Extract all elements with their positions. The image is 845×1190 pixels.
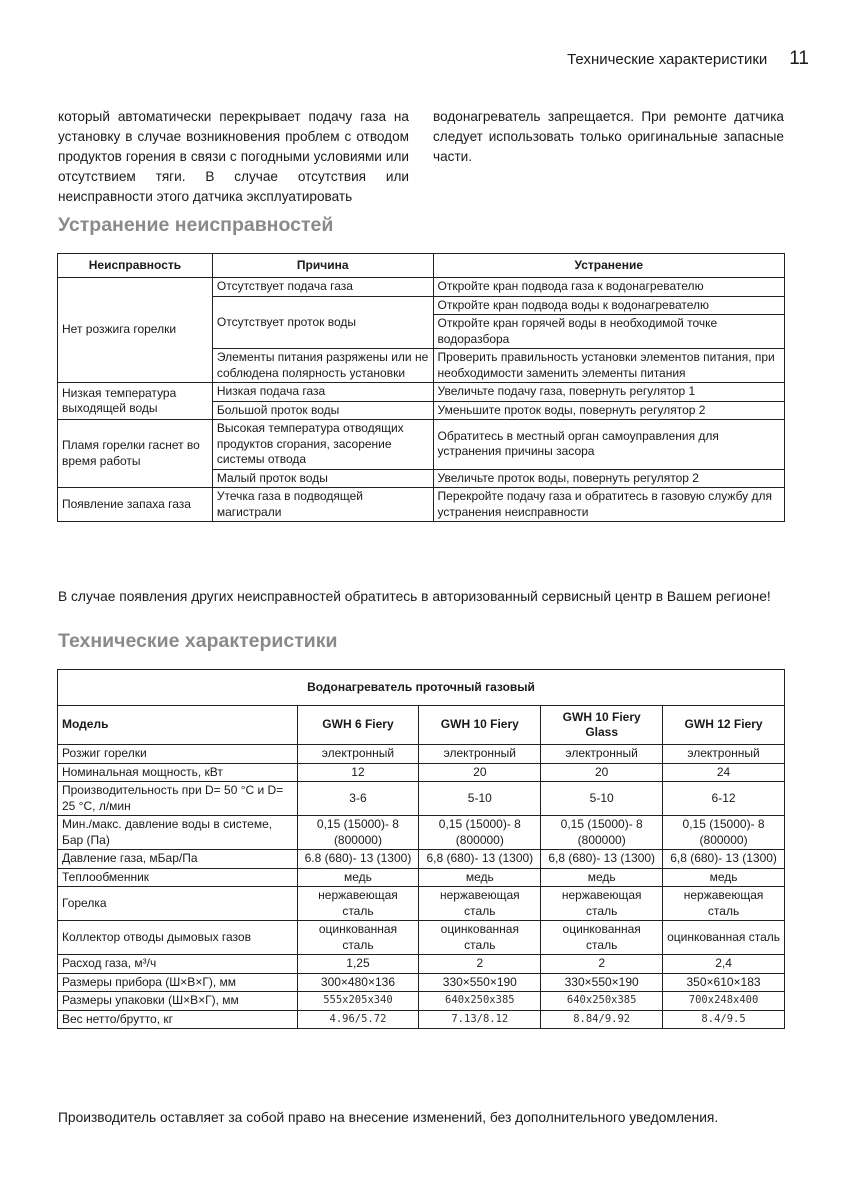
intro-columns — [58, 107, 785, 207]
troubleshooting-header-row — [58, 254, 785, 278]
page-header — [567, 48, 809, 70]
spec-value: оцинкованная сталь — [663, 921, 785, 955]
intro-left-paragraph: который автоматически перекрывает подачу газа на установку в случае возникновения проблем с отводом продуктов горения в связи с погодными условиями или отсутствием тяги. В случае отсутствия или неисправности этого датчика эксплуатировать — [58, 109, 409, 204]
spec-value: 8.84/9.92 — [541, 1010, 663, 1029]
spec-value: 330×550×190 — [419, 973, 541, 992]
model-name: GWH 12 Fiery — [663, 706, 785, 745]
model-name: GWH 10 Fiery Glass — [541, 706, 663, 745]
table-title: Водонагреватель проточный газовый — [58, 670, 785, 706]
troubleshooting-footnote: В случае появления других неисправностей обратитесь в авторизованный сервисный центр в Вашем регионе! — [58, 589, 771, 604]
remedy-cell: Уменьшите проток воды, повернуть регулятор 2 — [433, 401, 784, 420]
problem-cell: Низкая температура выходящей воды — [58, 383, 213, 420]
spec-value: 300×480×136 — [297, 973, 419, 992]
table-row — [58, 383, 785, 402]
cause-cell: Высокая температура отводящих продуктов сгорания, засорение системы отвода — [212, 420, 433, 470]
spec-value: 8.4/9.5 — [663, 1010, 785, 1029]
cause-cell: Отсутствует проток воды — [212, 296, 433, 349]
spec-label: Коллектор отводы дымовых газов — [58, 921, 298, 955]
spec-label: Производительность при D= 50 °C и D= 25 °C, л/мин — [58, 782, 298, 816]
spec-value: 0,15 (15000)- 8 (800000) — [541, 816, 663, 850]
section-title: Технические характеристики — [567, 51, 768, 68]
page-number: 11 — [789, 48, 809, 69]
table-row — [58, 816, 785, 850]
table-row — [58, 1010, 785, 1029]
troubleshooting-table — [57, 253, 785, 522]
model-name: GWH 10 Fiery — [419, 706, 541, 745]
remedy-cell: Увеличьте проток воды, повернуть регулятор 2 — [433, 469, 784, 488]
spec-value: 2,4 — [663, 955, 785, 974]
spec-value: 5-10 — [541, 782, 663, 816]
spec-label: Горелка — [58, 887, 298, 921]
spec-value: 6,8 (680)- 13 (1300) — [419, 850, 541, 869]
spec-label: Расход газа, м³/ч — [58, 955, 298, 974]
spec-value: 1,25 — [297, 955, 419, 974]
table-row — [58, 887, 785, 921]
spec-value: 3-6 — [297, 782, 419, 816]
spec-value: нержавеющая сталь — [663, 887, 785, 921]
table-row — [58, 745, 785, 764]
remedy-cell: Откройте кран подвода воды к водонагревателю — [433, 296, 784, 315]
spec-label: Давление газа, мБар/Па — [58, 850, 298, 869]
remedy-cell: Проверить правильность установки элементов питания, при необходимости заменить элементы питания — [433, 349, 784, 383]
spec-value: 0,15 (15000)- 8 (800000) — [663, 816, 785, 850]
remedy-cell: Перекройте подачу газа и обратитесь в газовую службу для устранения неисправности — [433, 488, 784, 522]
spec-label: Размеры прибора (Ш×В×Г), мм — [58, 973, 298, 992]
column-header: Устранение — [433, 254, 784, 278]
spec-value: 4.96/5.72 — [297, 1010, 419, 1029]
cause-cell: Большой проток воды — [212, 401, 433, 420]
spec-value: 5-10 — [419, 782, 541, 816]
spec-value: 0,15 (15000)- 8 (800000) — [419, 816, 541, 850]
spec-value: 6,8 (680)- 13 (1300) — [541, 850, 663, 869]
spec-value: медь — [297, 868, 419, 887]
table-row — [58, 955, 785, 974]
spec-value: 640x250x385 — [541, 992, 663, 1011]
column-header: Причина — [212, 254, 433, 278]
table-title-row — [58, 670, 785, 706]
table-row — [58, 488, 785, 522]
spec-value: медь — [663, 868, 785, 887]
spec-label: Розжиг горелки — [58, 745, 298, 764]
spec-value: 640x250x385 — [419, 992, 541, 1011]
spec-value: электронный — [663, 745, 785, 764]
spec-value: нержавеющая сталь — [297, 887, 419, 921]
table-row — [58, 868, 785, 887]
spec-value: 6,8 (680)- 13 (1300) — [663, 850, 785, 869]
spec-label: Номинальная мощность, кВт — [58, 763, 298, 782]
problem-cell: Пламя горелки гаснет во время работы — [58, 420, 213, 488]
cause-cell: Элементы питания разряжены или не соблюдена полярность установки — [212, 349, 433, 383]
table-row — [58, 763, 785, 782]
problem-cell: Появление запаха газа — [58, 488, 213, 522]
troubleshooting-heading: Устранение неисправностей — [58, 214, 334, 236]
spec-value: медь — [541, 868, 663, 887]
table-row — [58, 420, 785, 470]
model-label: Модель — [58, 706, 298, 745]
spec-value: 0,15 (15000)- 8 (800000) — [297, 816, 419, 850]
spec-value: 12 — [297, 763, 419, 782]
cause-cell: Низкая подача газа — [212, 383, 433, 402]
remedy-cell: Обратитесь в местный орган самоуправления для устранения причины засора — [433, 420, 784, 470]
table-row — [58, 850, 785, 869]
remedy-cell: Увеличьте подачу газа, повернуть регулятор 1 — [433, 383, 784, 402]
spec-label: Мин./макс. давление воды в системе, Бар (Па) — [58, 816, 298, 850]
spec-value: оцинкованная сталь — [419, 921, 541, 955]
spec-value: 330×550×190 — [541, 973, 663, 992]
remedy-cell: Откройте кран горячей воды в необходимой точке водоразбора — [433, 315, 784, 349]
specs-heading: Технические характеристики — [58, 630, 338, 652]
spec-label: Вес нетто/брутто, кг — [58, 1010, 298, 1029]
spec-value: 20 — [419, 763, 541, 782]
spec-value: 24 — [663, 763, 785, 782]
spec-label: Размеры упаковки (Ш×В×Г), мм — [58, 992, 298, 1011]
spec-value: 555x205x340 — [297, 992, 419, 1011]
spec-value: 2 — [541, 955, 663, 974]
table-row — [58, 278, 785, 297]
remedy-cell: Откройте кран подвода газа к водонагревателю — [433, 278, 784, 297]
spec-value: электронный — [297, 745, 419, 764]
table-row — [58, 782, 785, 816]
cause-cell: Утечка газа в подводящей магистрали — [212, 488, 433, 522]
model-name: GWH 6 Fiery — [297, 706, 419, 745]
problem-cell: Нет розжига горелки — [58, 278, 213, 383]
spec-value: 700x248x400 — [663, 992, 785, 1011]
table-row — [58, 973, 785, 992]
model-header-row — [58, 706, 785, 745]
specs-table — [57, 669, 785, 1029]
spec-value: 7.13/8.12 — [419, 1010, 541, 1029]
spec-label: Теплообменник — [58, 868, 298, 887]
spec-value: оцинкованная сталь — [297, 921, 419, 955]
spec-value: нержавеющая сталь — [419, 887, 541, 921]
spec-value: 350×610×183 — [663, 973, 785, 992]
cause-cell: Малый проток воды — [212, 469, 433, 488]
intro-right-paragraph: водонагреватель запрещается. При ремонте датчика следует использовать только оригинальные запасные части. — [433, 109, 784, 164]
spec-value: оцинкованная сталь — [541, 921, 663, 955]
disclaimer-text: Производитель оставляет за собой право на внесение изменений, без дополнительного уведомления. — [58, 1110, 719, 1125]
spec-value: 6.8 (680)- 13 (1300) — [297, 850, 419, 869]
spec-value: нержавеющая сталь — [541, 887, 663, 921]
table-row — [58, 921, 785, 955]
spec-value: электронный — [419, 745, 541, 764]
spec-value: 6-12 — [663, 782, 785, 816]
spec-value: электронный — [541, 745, 663, 764]
table-row — [58, 992, 785, 1011]
spec-value: 2 — [419, 955, 541, 974]
spec-value: 20 — [541, 763, 663, 782]
cause-cell: Отсутствует подача газа — [212, 278, 433, 297]
column-header: Неисправность — [58, 254, 213, 278]
spec-value: медь — [419, 868, 541, 887]
